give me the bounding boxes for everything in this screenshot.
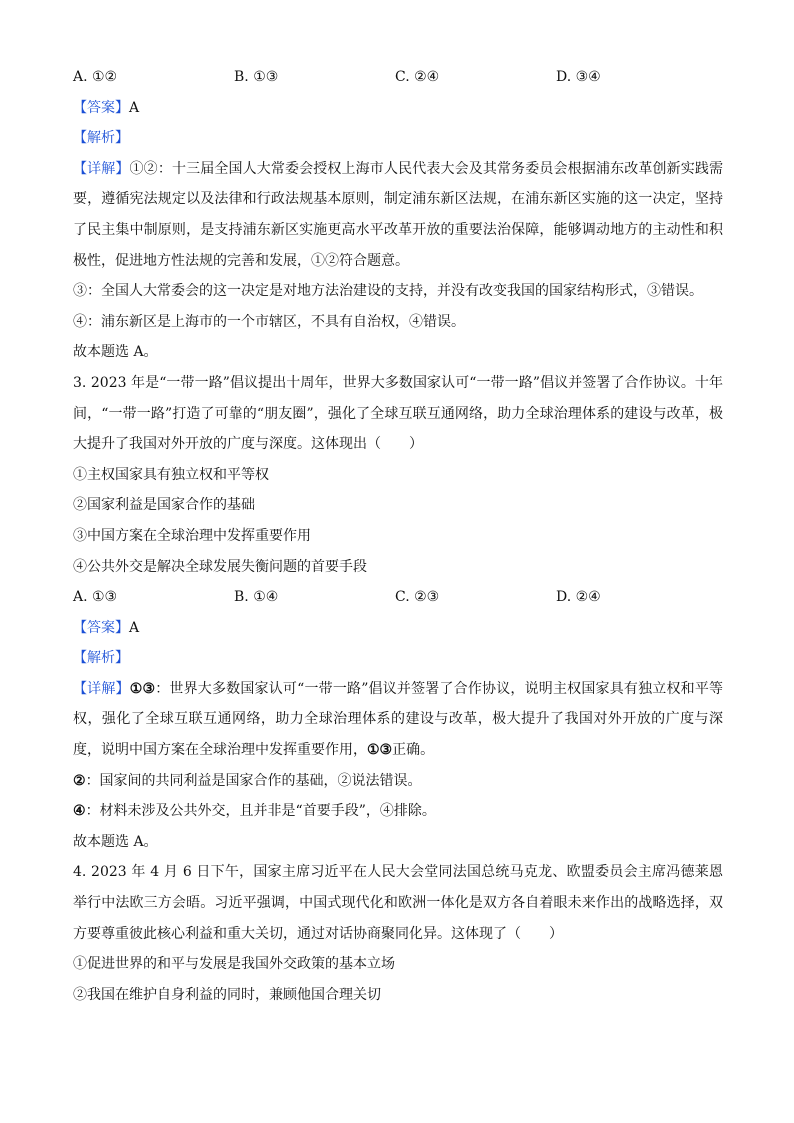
option-d: D. ②④: [556, 589, 601, 606]
answer-value: A: [129, 99, 140, 116]
detail-text: ：材料未涉及公共外交，且并非是“首要手段”，④排除。: [85, 803, 436, 820]
answer-value: A: [129, 619, 140, 636]
q4-stem: 4. 2023 年 4 月 6 日下午，国家主席习近平在人民大会堂同法国总统马克龙、欧盟委员会主席冯德莱恩举行中法欧三方会晤。习近平强调，中国式现代化和欧洲一体化是双方各自着眼未来作出的战略选择，双方要尊重彼此核心利益和重大关切，通过对话协商聚同化异。这体现了（ ）: [73, 864, 723, 942]
detail-label: 【详解】: [73, 160, 130, 177]
option-c: C. ②④: [395, 69, 440, 86]
q2-detail: [73, 154, 723, 276]
q4-item-1: ①促进世界的和平与发展是我国外交政策的基本立场: [73, 956, 395, 973]
q3-answer: [73, 613, 723, 644]
option-b: B. ①③: [234, 69, 279, 86]
answer-label: 【答案】: [73, 619, 129, 636]
detail-end: 正确。: [392, 742, 435, 759]
detail-text: ：国家间的共同利益是国家合作的基础，②说法错误。: [85, 772, 422, 789]
option-b: B. ①④: [234, 589, 279, 606]
q3-item-2: ②国家利益是国家合作的基础: [73, 497, 255, 514]
option-d: D. ③④: [556, 69, 601, 86]
q3-detail-2: [73, 766, 723, 797]
q3-item-3: ③中国方案在全球治理中发挥重要作用: [73, 527, 311, 544]
detail-key-2: ①③: [367, 742, 393, 759]
q3-item-4: ④公共外交是解决全球发展失衡问题的首要手段: [73, 558, 367, 575]
q2-options: [73, 62, 723, 93]
q2-analysis-label: 【解析】: [73, 130, 129, 147]
q3-detail: [73, 674, 723, 766]
detail-key: ②: [73, 772, 86, 789]
q3-options: [73, 582, 723, 613]
detail-label: 【详解】: [73, 680, 130, 697]
q3-stem: 3. 2023 年是“一带一路”倡议提出十周年，世界大多数国家认可“一带一路”倡议并签署了合作协议。十年间，“一带一路”打造了可靠的“朋友圈”，强化了全球互联互通网络，助力全球治理体系的建设与改革，极大提升了我国对外开放的广度与深度。这体现出（ ）: [73, 374, 723, 453]
q4-item-2: ②我国在维护自身利益的同时，兼顾他国合理关切: [73, 986, 381, 1003]
q3-detail-3: [73, 796, 723, 827]
answer-label: 【答案】: [73, 99, 129, 116]
option-c: C. ②③: [395, 589, 440, 606]
q2-conclusion: 故本题选 A。: [73, 344, 158, 361]
q2-detail-3: ③：全国人大常委会的这一决定是对地方法治建设的支持，并没有改变我国的国家结构形式，③错误。: [73, 283, 703, 300]
detail-text: ：世界大多数国家认可“一带一路”倡议并签署了合作协议，说明主权国家具有独立权和平等权，强化了全球互联互通网络，助力全球治理体系的建设与改革，极大提升了我国对外开放的广度与深度，说明中国方案在全球治理中发挥重要作用，: [73, 680, 724, 759]
q3-conclusion: 故本题选 A。: [73, 833, 158, 850]
detail-key: ①③: [129, 680, 156, 697]
q3-item-1: ①主权国家具有独立权和平等权: [73, 466, 269, 483]
detail-text: ①②：十三届全国人大常委会授权上海市人民代表大会及其常务委员会根据浦东改革创新实践需要，遵循宪法规定以及法律和行政法规基本原则，制定浦东新区法规，在浦东新区实施的这一决定，坚持了民主集中制原则，是支持浦东新区实施更高水平改革开放的重要法治保障，能够调动地方的主动性和积极性，促进地方性法规的完善和发展，①②符合题意。: [73, 160, 724, 269]
detail-key: ④: [73, 803, 86, 820]
q2-answer: [73, 93, 723, 124]
option-a: A. ①③: [73, 589, 118, 606]
q3-analysis-label: 【解析】: [73, 650, 129, 667]
document-content: [73, 62, 723, 1010]
option-a: A. ①②: [73, 69, 118, 86]
q2-detail-4: ④：浦东新区是上海市的一个市辖区，不具有自治权，④错误。: [73, 313, 465, 330]
